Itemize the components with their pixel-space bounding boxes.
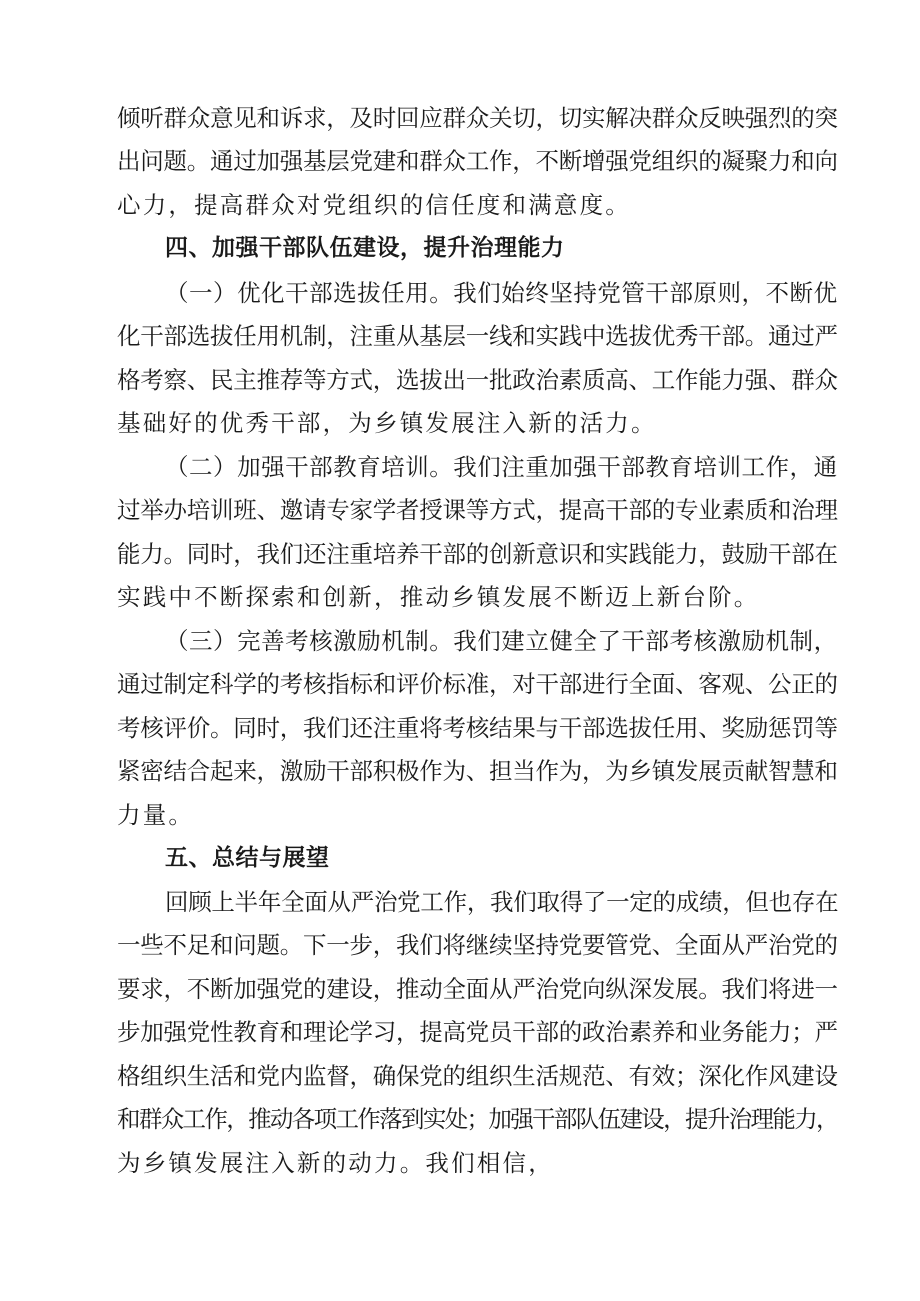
paragraph-line: （一）优化干部选拔任用。我们始终坚持党管干部原则，不断优 xyxy=(165,279,838,307)
paragraph-line: （三）完善考核激励机制。我们建立健全了干部考核激励机制， xyxy=(165,627,838,655)
paragraph-line: 回顾上半年全面从严治党工作，我们取得了一定的成绩，但也存在 xyxy=(165,888,839,916)
paragraph-line: 心力，提高群众对党组织的信任度和满意度。 xyxy=(117,191,631,219)
paragraph-line: 为乡镇发展注入新的动力。我们相信， xyxy=(117,1149,554,1177)
paragraph-line: 和群众工作，推动各项工作落到实处；加强干部队伍建设，提升治理能力， xyxy=(117,1105,838,1133)
paragraph-line: 倾听群众意见和诉求，及时回应群众关切，切实解决群众反映强烈的突 xyxy=(117,104,838,132)
paragraph-line: 考核评价。同时，我们还注重将考核结果与干部选拔任用、奖励惩罚等 xyxy=(117,714,838,742)
section-heading-4: 四、加强干部队伍建设，提升治理能力 xyxy=(165,235,565,261)
paragraph-line: 化干部选拔任用机制，注重从基层一线和实践中选拔优秀干部。通过严 xyxy=(117,322,838,350)
paragraph-line: （二）加强干部教育培训。我们注重加强干部教育培训工作，通 xyxy=(165,453,838,481)
paragraph-line: 基础好的优秀干部，为乡镇发展注入新的活力。 xyxy=(117,409,657,437)
paragraph-line: 出问题。通过加强基层党建和群众工作，不断增强党组织的凝聚力和向 xyxy=(117,147,838,175)
paragraph-line: 格考察、民主推荐等方式，选拔出一批政治素质高、工作能力强、群众 xyxy=(117,366,838,394)
paragraph-line: 紧密结合起来，激励干部积极作为、担当作为，为乡镇发展贡献智慧和 xyxy=(117,757,838,785)
paragraph-line: 要求，不断加强党的建设，推动全面从严治党向纵深发展。我们将进一 xyxy=(117,975,838,1003)
paragraph-line: 能力。同时，我们还注重培养干部的创新意识和实践能力，鼓励干部在 xyxy=(117,540,838,568)
paragraph-line: 格组织生活和党内监督，确保党的组织生活规范、有效；深化作风建设 xyxy=(117,1062,838,1090)
paragraph-line: 步加强党性教育和理论学习，提高党员干部的政治素养和业务能力；严 xyxy=(117,1018,838,1046)
section-heading-5: 五、总结与展望 xyxy=(165,845,330,871)
paragraph-line: 过举办培训班、邀请专家学者授课等方式，提高干部的专业素质和治理 xyxy=(117,496,838,524)
paragraph-line: 力量。 xyxy=(117,801,195,829)
paragraph-line: 一些不足和问题。下一步，我们将继续坚持党要管党、全面从严治党的 xyxy=(117,931,838,959)
paragraph-line: 通过制定科学的考核指标和评价标准，对干部进行全面、客观、公正的 xyxy=(117,670,838,698)
paragraph-line: 实践中不断探索和创新，推动乡镇发展不断迈上新台阶。 xyxy=(117,583,760,611)
